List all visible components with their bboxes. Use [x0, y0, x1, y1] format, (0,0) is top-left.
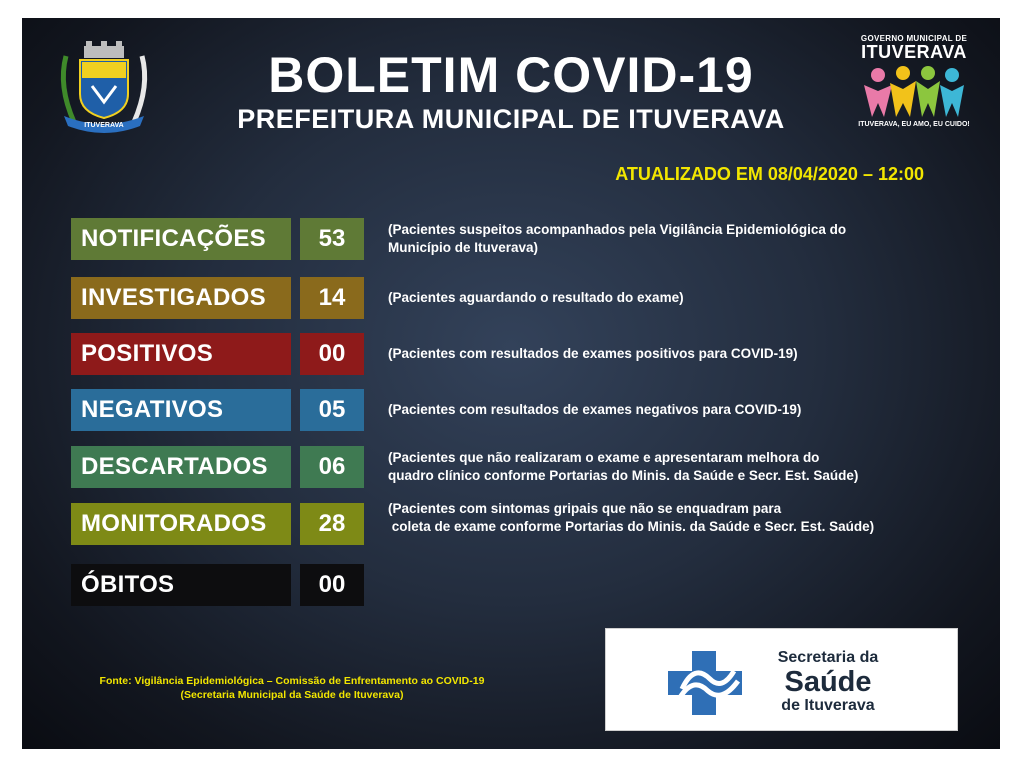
stat-label: DESCARTADOS [71, 446, 291, 488]
gov-logo-name: ITUVERAVA [861, 42, 967, 62]
source-line: Fonte: Vigilância Epidemiológica – Comissão de Enfrentamento ao COVID-19 [99, 675, 485, 687]
gov-logo-top-text: GOVERNO MUNICIPAL DE [860, 34, 968, 43]
stat-row-descartados [71, 446, 971, 488]
stat-description [388, 218, 988, 260]
stat-label: ÓBITOS [71, 564, 291, 606]
stat-description-line: coleta de exame conforme Portarias do Minis. da Saúde e Secr. Est. Saúde) [388, 519, 875, 534]
stat-description-line: (Pacientes que não realizaram o exame e apresentaram melhora do [388, 450, 820, 465]
stat-row-positivos [71, 333, 971, 375]
stat-description-line: (Pacientes aguardando o resultado do exame) [388, 290, 684, 305]
stat-value: 06 [300, 446, 364, 488]
stat-value: 00 [300, 564, 364, 606]
crest-ribbon-text: ITUVERAVA [84, 122, 124, 129]
stat-value: 53 [300, 218, 364, 260]
secretaria-line-1: Secretaria da [777, 649, 879, 666]
stat-row-investigados [71, 277, 971, 319]
stat-row-negativos [71, 389, 971, 431]
updated-timestamp: ATUALIZADO EM 08/04/2020 – 12:00 [615, 164, 924, 184]
stat-description-line: Município de Ituverava) [388, 240, 539, 255]
stat-value: 05 [300, 389, 364, 431]
stat-row-monitorados [71, 503, 971, 545]
stat-value: 00 [300, 333, 364, 375]
page-title: BOLETIM COVID-19 [268, 47, 754, 103]
stat-description-line: (Pacientes com resultados de exames negativos para COVID-19) [388, 402, 802, 417]
people-icon [858, 63, 970, 121]
stat-description [388, 446, 988, 488]
stat-value: 28 [300, 503, 364, 545]
stat-label: MONITORADOS [71, 503, 291, 545]
stat-description [388, 497, 988, 539]
stat-description [388, 333, 988, 375]
stat-description-line: (Pacientes com sintomas gripais que não se enquadram para [388, 501, 782, 516]
secretaria-line-2: Saúde [784, 666, 872, 698]
stat-row-obitos [71, 564, 971, 606]
government-logo [852, 32, 976, 140]
secretaria-line-3: de Ituverava [781, 697, 875, 714]
stat-row-notificacoes [71, 218, 971, 260]
stat-label: POSITIVOS [71, 333, 291, 375]
stat-value: 14 [300, 277, 364, 319]
source-line: (Secretaria Municipal da Saúde de Ituverava) [180, 689, 404, 701]
stat-label: NOTIFICAÇÕES [71, 218, 291, 260]
stat-description-line: (Pacientes suspeitos acompanhados pela Vigilância Epidemiológica do [388, 222, 847, 237]
health-cross-icon [664, 649, 748, 717]
stat-description-line: quadro clínico conforme Portarias do Minis. da Saúde e Secr. Est. Saúde) [388, 468, 859, 483]
secretaria-logo [605, 628, 958, 731]
stat-label: NEGATIVOS [71, 389, 291, 431]
gov-logo-slogan: ITUVERAVA, EU AMO, EU CUIDO! [858, 121, 970, 128]
source-note [42, 674, 542, 702]
bulletin-board [22, 18, 1000, 749]
stat-description [388, 277, 988, 319]
page-subtitle: PREFEITURA MUNICIPAL DE ITUVERAVA [237, 104, 785, 134]
stat-description [388, 389, 988, 431]
stat-label: INVESTIGADOS [71, 277, 291, 319]
secretaria-text [748, 649, 908, 715]
stat-description-line: (Pacientes com resultados de exames positivos para COVID-19) [388, 346, 798, 361]
